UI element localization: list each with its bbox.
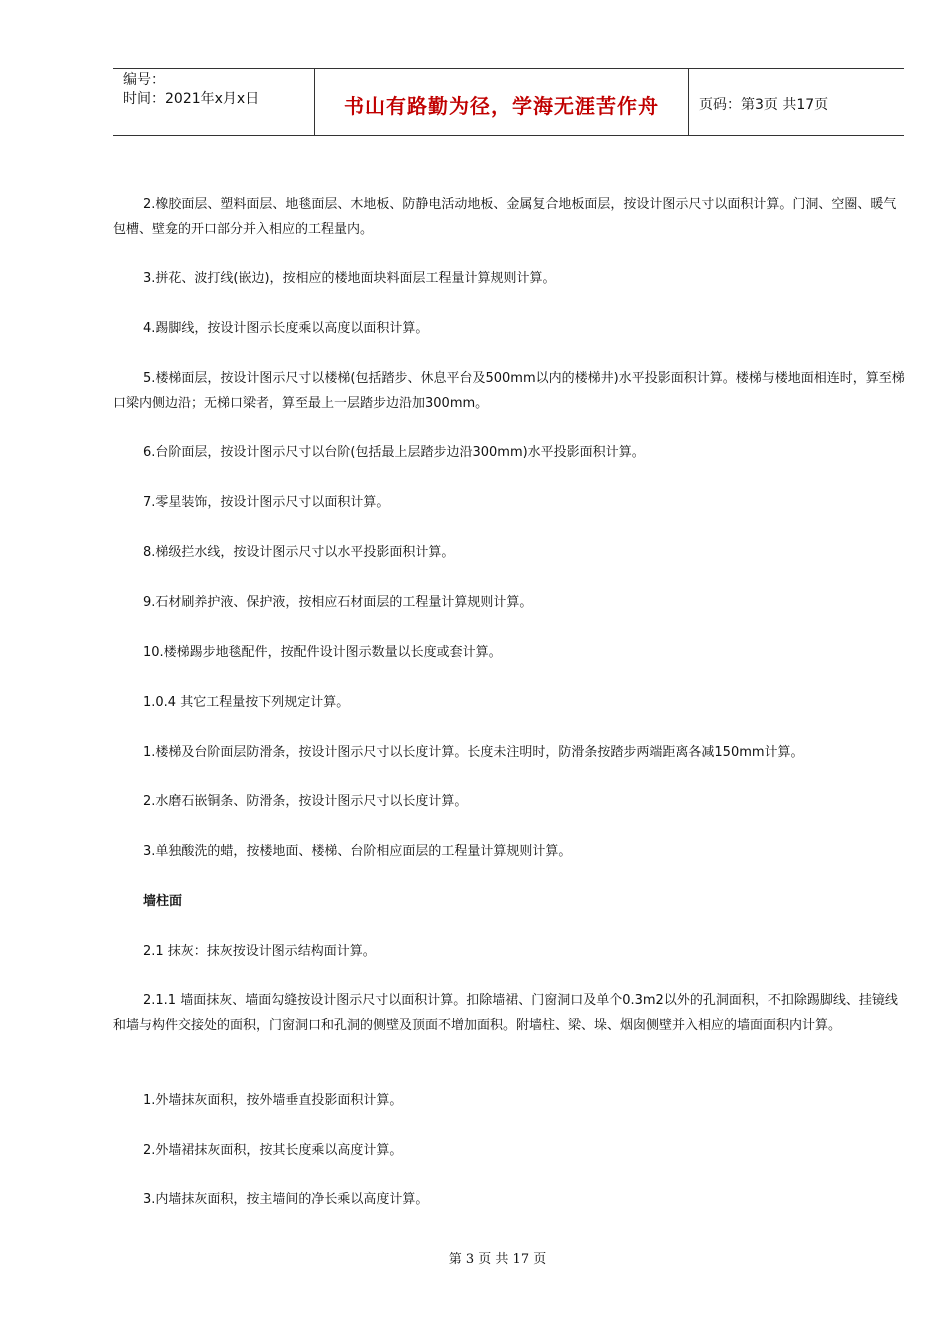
paragraph: 8.梯级拦水线，按设计图示尺寸以水平投影面积计算。 (143, 545, 455, 560)
paragraph: 3.拼花、波打线(嵌边)，按相应的楼地面块料面层工程量计算规则计算。 (143, 271, 556, 286)
document-time-label: 时间：2021年x月x日 (123, 91, 260, 107)
paragraph: 9.石材刷养护液、保护液，按相应石材面层的工程量计算规则计算。 (143, 595, 533, 610)
paragraph: 2.1.1 墙面抹灰、墙面勾缝按设计图示尺寸以面积计算。扣除墙裙、门窗洞口及单个0.3m2以外的孔洞面积，不扣除踢脚线、挂镜线和墙与构件交接处的面积，门窗洞口和孔洞的侧壁及顶面不增加面积。附墙柱、梁、垛、烟囱侧壁并入相应的墙面面积内计算。 (113, 993, 898, 1033)
paragraph: 4.踢脚线，按设计图示长度乘以高度以面积计算。 (143, 321, 429, 336)
paragraph: 1.外墙抹灰面积，按外墙垂直投影面积计算。 (143, 1093, 403, 1108)
paragraph: 2.水磨石嵌铜条、防滑条，按设计图示尺寸以长度计算。 (143, 794, 468, 809)
page-header (113, 68, 904, 136)
page-footer: 第 3 页 共 17 页 (448, 1252, 547, 1267)
header-motto-cell (315, 69, 689, 135)
header-meta (113, 69, 315, 135)
paragraph: 5.楼梯面层，按设计图示尺寸以楼梯(包括踏步、休息平台及500mm以内的楼梯井)水平投影面积计算。楼梯与楼地面相连时，算至梯口梁内侧边沿；无梯口梁者，算至最上一层踏步边沿加300mm。 (113, 371, 905, 411)
header-page-cell (689, 69, 904, 135)
paragraph: 7.零星装饰，按设计图示尺寸以面积计算。 (143, 495, 390, 510)
paragraph: 2.外墙裙抹灰面积，按其长度乘以高度计算。 (143, 1143, 403, 1158)
paragraph: 2.橡胶面层、塑料面层、地毯面层、木地板、防静电活动地板、金属复合地板面层，按设计图示尺寸以面积计算。门洞、空圈、暖气包槽、壁龛的开口部分并入相应的工程量内。 (113, 197, 897, 237)
header-motto: 书山有路勤为径，学海无涯苦作舟 (344, 93, 659, 118)
header-page-number: 页码：第3页 共17页 (699, 97, 829, 113)
paragraph: 1.楼梯及台阶面层防滑条，按设计图示尺寸以长度计算。长度未注明时，防滑条按踏步两端距离各减150mm计算。 (143, 745, 804, 760)
document-number-label: 编号： (123, 72, 165, 88)
paragraph: 6.台阶面层，按设计图示尺寸以台阶(包括最上层踏步边沿300mm)水平投影面积计算。 (143, 445, 645, 460)
paragraph: 2.1 抹灰：抹灰按设计图示结构面计算。 (143, 944, 376, 959)
section-title: 墙柱面 (143, 894, 183, 909)
paragraph: 3.内墙抹灰面积，按主墙间的净长乘以高度计算。 (143, 1192, 429, 1207)
paragraph: 10.楼梯踢步地毯配件，按配件设计图示数量以长度或套计算。 (143, 645, 502, 660)
section-heading: 1.0.4 其它工程量按下列规定计算。 (143, 695, 350, 710)
paragraph: 3.单独酸洗的蜡，按楼地面、楼梯、台阶相应面层的工程量计算规则计算。 (143, 844, 572, 859)
